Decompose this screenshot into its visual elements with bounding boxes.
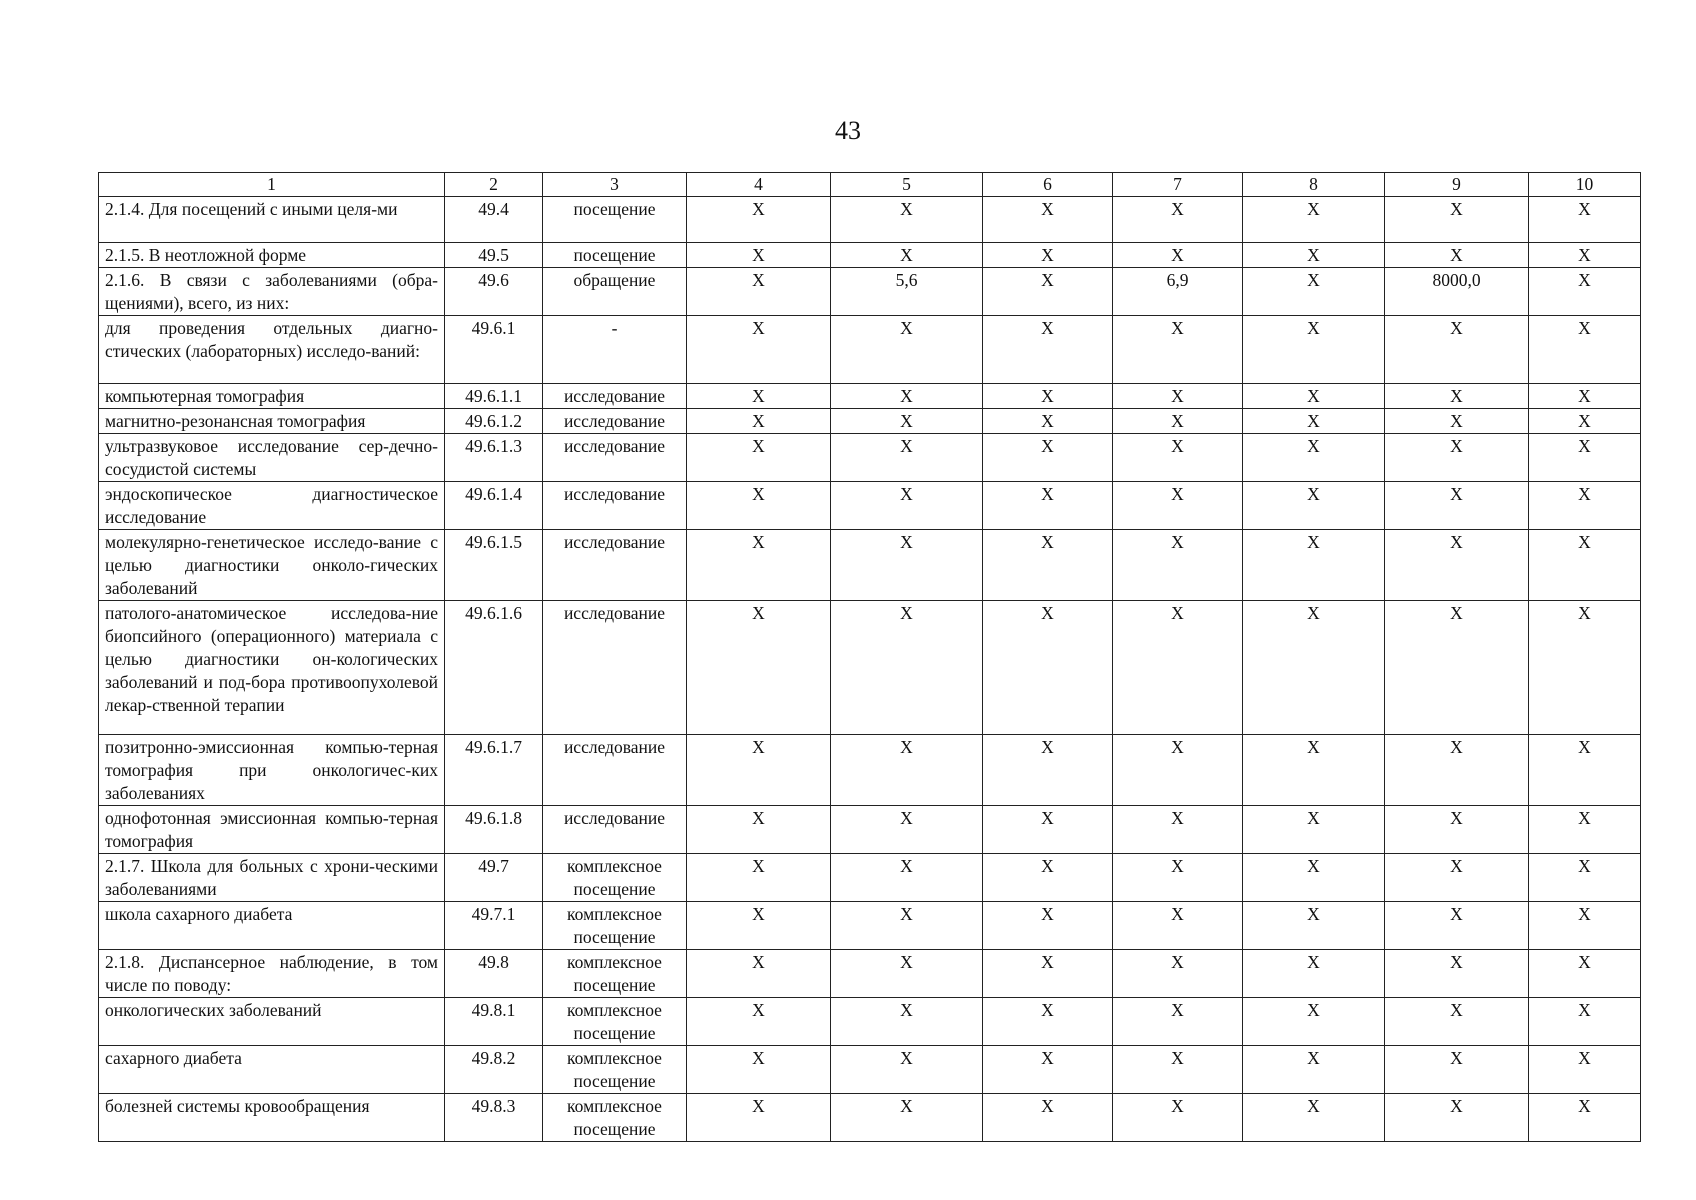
table-row xyxy=(99,601,1641,735)
table-row xyxy=(99,384,1641,409)
row-value: Х xyxy=(1113,384,1243,409)
row-name: 2.1.4. Для посещений с иными целя-ми xyxy=(99,197,445,243)
row-value: Х xyxy=(1243,601,1385,735)
table-row xyxy=(99,998,1641,1046)
row-value: Х xyxy=(1243,268,1385,316)
table-row xyxy=(99,950,1641,998)
column-number: 4 xyxy=(687,173,831,197)
row-value: Х xyxy=(687,601,831,735)
row-value: Х xyxy=(831,197,983,243)
row-value: Х xyxy=(1243,806,1385,854)
row-value: Х xyxy=(1529,409,1641,434)
row-value: Х xyxy=(1385,1094,1529,1142)
row-code: 49.6.1.1 xyxy=(445,384,543,409)
row-value: Х xyxy=(1243,409,1385,434)
row-value: Х xyxy=(1385,998,1529,1046)
row-value: Х xyxy=(1113,806,1243,854)
row-value: Х xyxy=(983,434,1113,482)
row-value: Х xyxy=(983,482,1113,530)
row-value: Х xyxy=(1529,1094,1641,1142)
row-value: Х xyxy=(1529,998,1641,1046)
row-value: Х xyxy=(1529,482,1641,530)
row-unit: исследование xyxy=(543,601,687,735)
row-value: Х xyxy=(1385,530,1529,601)
row-value: Х xyxy=(831,1046,983,1094)
row-value: Х xyxy=(1113,854,1243,902)
row-name: 2.1.5. В неотложной форме xyxy=(99,243,445,268)
row-value: Х xyxy=(1243,316,1385,384)
row-value: 5,6 xyxy=(831,268,983,316)
row-code: 49.8 xyxy=(445,950,543,998)
row-value: Х xyxy=(1243,243,1385,268)
row-name: однофотонная эмиссионная компью-терная томография xyxy=(99,806,445,854)
row-unit: посещение xyxy=(543,197,687,243)
row-value: Х xyxy=(1385,806,1529,854)
row-value: Х xyxy=(831,735,983,806)
column-number: 3 xyxy=(543,173,687,197)
row-value: Х xyxy=(1243,735,1385,806)
row-value: Х xyxy=(1529,735,1641,806)
row-value: Х xyxy=(1529,854,1641,902)
row-unit: обращение xyxy=(543,268,687,316)
table-row xyxy=(99,1046,1641,1094)
column-number: 5 xyxy=(831,173,983,197)
row-code: 49.8.3 xyxy=(445,1094,543,1142)
row-value: Х xyxy=(1113,950,1243,998)
column-number: 10 xyxy=(1529,173,1641,197)
row-unit: исследование xyxy=(543,530,687,601)
row-name: эндоскопическое диагностическое исследование xyxy=(99,482,445,530)
row-value: Х xyxy=(1113,735,1243,806)
row-value: Х xyxy=(1243,854,1385,902)
row-code: 49.6.1 xyxy=(445,316,543,384)
column-number: 2 xyxy=(445,173,543,197)
row-value: Х xyxy=(831,998,983,1046)
row-name: болезней системы кровообращения xyxy=(99,1094,445,1142)
row-value: Х xyxy=(1113,243,1243,268)
row-value: Х xyxy=(687,384,831,409)
row-value: Х xyxy=(983,902,1113,950)
row-value: Х xyxy=(831,601,983,735)
row-value: Х xyxy=(1529,1046,1641,1094)
row-value: Х xyxy=(1113,434,1243,482)
column-number: 1 xyxy=(99,173,445,197)
row-value: Х xyxy=(983,530,1113,601)
row-value: 8000,0 xyxy=(1385,268,1529,316)
row-code: 49.5 xyxy=(445,243,543,268)
row-value: Х xyxy=(831,243,983,268)
row-value: Х xyxy=(687,268,831,316)
row-value: 6,9 xyxy=(1113,268,1243,316)
row-name: школа сахарного диабета xyxy=(99,902,445,950)
row-value: Х xyxy=(1529,243,1641,268)
row-value: Х xyxy=(831,316,983,384)
row-value: Х xyxy=(1113,316,1243,384)
row-value: Х xyxy=(687,316,831,384)
row-value: Х xyxy=(687,197,831,243)
row-value: Х xyxy=(983,806,1113,854)
row-unit: комплексное посещение xyxy=(543,902,687,950)
row-code: 49.4 xyxy=(445,197,543,243)
row-value: Х xyxy=(831,409,983,434)
row-value: Х xyxy=(687,434,831,482)
row-value: Х xyxy=(831,1094,983,1142)
row-value: Х xyxy=(831,434,983,482)
row-value: Х xyxy=(687,902,831,950)
row-value: Х xyxy=(1243,197,1385,243)
row-value: Х xyxy=(1529,434,1641,482)
column-number: 6 xyxy=(983,173,1113,197)
row-value: Х xyxy=(1529,530,1641,601)
row-value: Х xyxy=(1385,409,1529,434)
row-value: Х xyxy=(831,950,983,998)
row-unit: посещение xyxy=(543,243,687,268)
row-code: 49.6.1.5 xyxy=(445,530,543,601)
row-value: Х xyxy=(1243,482,1385,530)
row-value: Х xyxy=(1529,384,1641,409)
table-row xyxy=(99,409,1641,434)
row-unit: комплексное посещение xyxy=(543,854,687,902)
row-value: Х xyxy=(1113,1094,1243,1142)
row-value: Х xyxy=(983,601,1113,735)
row-value: Х xyxy=(687,735,831,806)
row-name: позитронно-эмиссионная компью-терная томография при онкологичес-ких заболеваниях xyxy=(99,735,445,806)
table-row xyxy=(99,854,1641,902)
row-name: онкологических заболеваний xyxy=(99,998,445,1046)
table-row xyxy=(99,482,1641,530)
row-unit: - xyxy=(543,316,687,384)
row-name: ультразвуковое исследование сер-дечно-сосудистой системы xyxy=(99,434,445,482)
row-value: Х xyxy=(1243,530,1385,601)
row-value: Х xyxy=(687,409,831,434)
row-unit: исследование xyxy=(543,806,687,854)
row-value: Х xyxy=(1385,854,1529,902)
row-value: Х xyxy=(687,243,831,268)
row-value: Х xyxy=(687,806,831,854)
row-value: Х xyxy=(983,950,1113,998)
row-value: Х xyxy=(687,530,831,601)
row-value: Х xyxy=(1529,806,1641,854)
row-value: Х xyxy=(831,530,983,601)
row-unit: исследование xyxy=(543,384,687,409)
row-value: Х xyxy=(983,409,1113,434)
row-code: 49.7.1 xyxy=(445,902,543,950)
row-value: Х xyxy=(983,197,1113,243)
row-unit: исследование xyxy=(543,434,687,482)
row-code: 49.7 xyxy=(445,854,543,902)
row-name: сахарного диабета xyxy=(99,1046,445,1094)
row-value: Х xyxy=(1113,530,1243,601)
table-row xyxy=(99,197,1641,243)
column-number: 8 xyxy=(1243,173,1385,197)
row-value: Х xyxy=(1385,735,1529,806)
row-value: Х xyxy=(1113,197,1243,243)
row-value: Х xyxy=(983,243,1113,268)
data-table xyxy=(98,172,1641,1142)
row-name: компьютерная томография xyxy=(99,384,445,409)
table-row xyxy=(99,1094,1641,1142)
row-value: Х xyxy=(1529,268,1641,316)
row-value: Х xyxy=(1243,998,1385,1046)
row-code: 49.6.1.6 xyxy=(445,601,543,735)
row-value: Х xyxy=(687,854,831,902)
row-name: 2.1.8. Диспансерное наблюдение, в том числе по поводу: xyxy=(99,950,445,998)
row-value: Х xyxy=(687,1046,831,1094)
row-value: Х xyxy=(1113,601,1243,735)
table-row xyxy=(99,243,1641,268)
row-value: Х xyxy=(1529,902,1641,950)
row-code: 49.6.1.3 xyxy=(445,434,543,482)
row-value: Х xyxy=(1243,1094,1385,1142)
row-name: 2.1.6. В связи с заболеваниями (обра-щениями), всего, из них: xyxy=(99,268,445,316)
row-value: Х xyxy=(1529,601,1641,735)
row-name: патолого-анатомическое исследова-ние биопсийного (операционного) материала с целью диагностики он-кологических заболеваний и под-бора противоопухолевой лекар-ственной терапии xyxy=(99,601,445,735)
row-value: Х xyxy=(1529,950,1641,998)
row-value: Х xyxy=(1385,197,1529,243)
row-code: 49.8.2 xyxy=(445,1046,543,1094)
row-value: Х xyxy=(1529,316,1641,384)
row-value: Х xyxy=(687,482,831,530)
row-value: Х xyxy=(1385,316,1529,384)
row-code: 49.6.1.4 xyxy=(445,482,543,530)
row-value: Х xyxy=(1113,902,1243,950)
row-value: Х xyxy=(983,384,1113,409)
row-value: Х xyxy=(831,902,983,950)
row-unit: комплексное посещение xyxy=(543,1094,687,1142)
row-value: Х xyxy=(687,950,831,998)
column-number: 9 xyxy=(1385,173,1529,197)
row-value: Х xyxy=(1529,197,1641,243)
row-value: Х xyxy=(687,998,831,1046)
table-row xyxy=(99,530,1641,601)
page-number: 43 xyxy=(835,116,861,145)
row-value: Х xyxy=(1113,409,1243,434)
row-value: Х xyxy=(831,384,983,409)
row-value: Х xyxy=(1385,902,1529,950)
row-value: Х xyxy=(687,1094,831,1142)
row-value: Х xyxy=(1113,482,1243,530)
row-value: Х xyxy=(983,268,1113,316)
table-row xyxy=(99,316,1641,384)
row-value: Х xyxy=(983,854,1113,902)
row-name: для проведения отдельных диагно-стических (лабораторных) исследо-ваний: xyxy=(99,316,445,384)
table-row xyxy=(99,902,1641,950)
row-value: Х xyxy=(1385,482,1529,530)
row-value: Х xyxy=(983,316,1113,384)
row-code: 49.6.1.8 xyxy=(445,806,543,854)
row-name: магнитно-резонансная томография xyxy=(99,409,445,434)
table-row xyxy=(99,268,1641,316)
row-value: Х xyxy=(1113,998,1243,1046)
row-value: Х xyxy=(831,482,983,530)
table-row xyxy=(99,806,1641,854)
row-value: Х xyxy=(1385,950,1529,998)
row-value: Х xyxy=(1243,902,1385,950)
row-unit: комплексное посещение xyxy=(543,950,687,998)
row-unit: комплексное посещение xyxy=(543,998,687,1046)
row-code: 49.8.1 xyxy=(445,998,543,1046)
row-value: Х xyxy=(1385,601,1529,735)
column-number: 7 xyxy=(1113,173,1243,197)
row-name: молекулярно-генетическое исследо-вание с целью диагностики онколо-гических заболеваний xyxy=(99,530,445,601)
row-value: Х xyxy=(983,735,1113,806)
row-code: 49.6.1.7 xyxy=(445,735,543,806)
row-unit: исследование xyxy=(543,409,687,434)
row-code: 49.6 xyxy=(445,268,543,316)
row-value: Х xyxy=(831,806,983,854)
row-value: Х xyxy=(1243,434,1385,482)
row-value: Х xyxy=(983,1094,1113,1142)
row-value: Х xyxy=(983,998,1113,1046)
table-row xyxy=(99,735,1641,806)
row-unit: исследование xyxy=(543,482,687,530)
row-value: Х xyxy=(831,854,983,902)
row-value: Х xyxy=(1243,384,1385,409)
row-value: Х xyxy=(1243,1046,1385,1094)
row-code: 49.6.1.2 xyxy=(445,409,543,434)
row-value: Х xyxy=(1113,1046,1243,1094)
row-unit: комплексное посещение xyxy=(543,1046,687,1094)
header-row xyxy=(99,173,1641,197)
row-value: Х xyxy=(1385,384,1529,409)
row-name: 2.1.7. Школа для больных с хрони-ческими заболеваниями xyxy=(99,854,445,902)
row-value: Х xyxy=(1385,434,1529,482)
row-value: Х xyxy=(1385,1046,1529,1094)
row-value: Х xyxy=(983,1046,1113,1094)
row-value: Х xyxy=(1243,950,1385,998)
row-value: Х xyxy=(1385,243,1529,268)
table-row xyxy=(99,434,1641,482)
row-unit: исследование xyxy=(543,735,687,806)
